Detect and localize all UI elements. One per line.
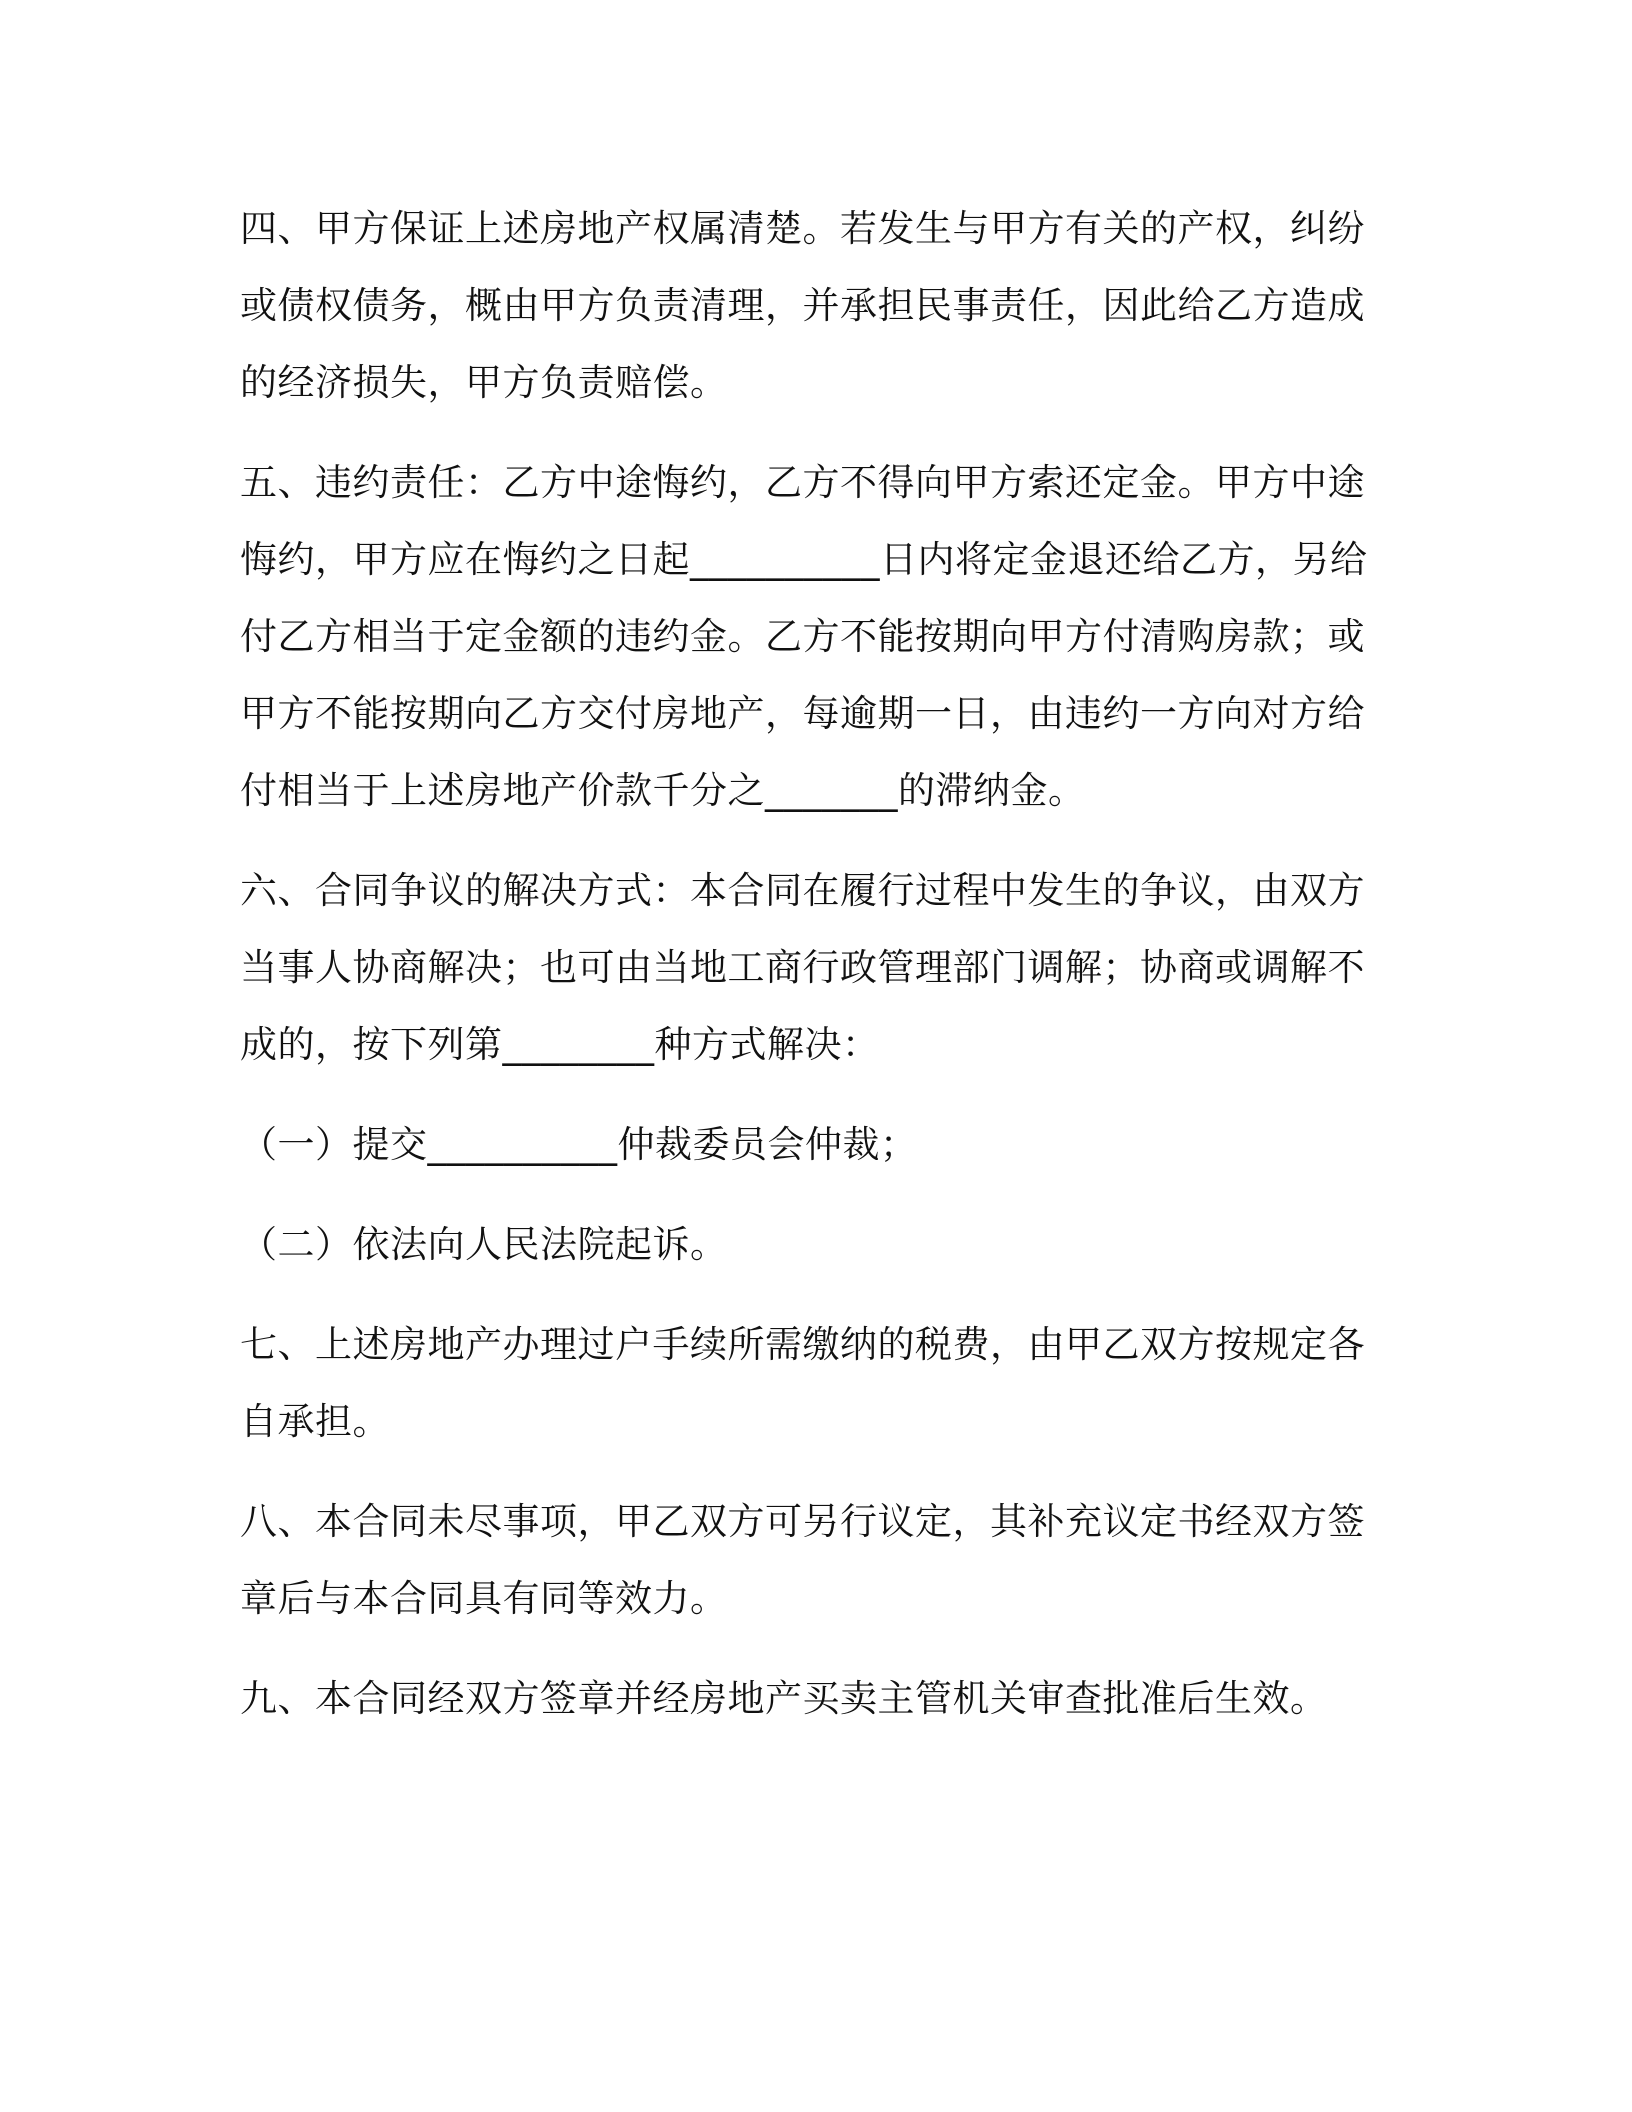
text-line: 五、违约责任：乙方中途悔约，乙方不得向甲方索还定金。甲方中途 [240,461,1365,504]
text-line: 甲方不能按期向乙方交付房地产，每逾期一日，由违约一方向对方给 [240,692,1365,735]
clause-9 [240,1660,1400,1737]
text-line: 九、本合同经双方签章并经房地产买卖主管机关审查批准后生效。 [240,1677,1328,1720]
text-line: 的经济损失，甲方负责赔偿。 [240,361,728,404]
text-line: 四、甲方保证上述房地产权属清楚。若发生与甲方有关的产权，纠纷 [240,207,1365,250]
text-line: 成的，按下列第________种方式解决： [240,1023,880,1066]
text-line: 当事人协商解决；也可由当地工商行政管理部门调解；协商或调解不 [240,946,1365,989]
text-line: 付相当于上述房地产价款千分之_______的滞纳金。 [240,769,1086,812]
text-line: 八、本合同未尽事项，甲乙双方可另行议定，其补充议定书经双方签 [240,1500,1365,1543]
text-line: 章后与本合同具有同等效力。 [240,1577,728,1620]
clause-6 [240,852,1400,1083]
text-line: 七、上述房地产办理过户手续所需缴纳的税费，由甲乙双方按规定各 [240,1323,1365,1366]
document-body [240,190,1400,1760]
clause-6-option-1 [240,1106,1400,1183]
text-line: 六、合同争议的解决方式：本合同在履行过程中发生的争议，由双方 [240,869,1365,912]
clause-8 [240,1483,1400,1637]
clause-7 [240,1306,1400,1460]
clause-6-option-2 [240,1206,1400,1283]
text-line: （一）提交__________仲裁委员会仲裁； [240,1123,918,1166]
text-line: 自承担。 [240,1400,390,1443]
text-line: 付乙方相当于定金额的违约金。乙方不能按期向甲方付清购房款；或 [240,615,1365,658]
clause-4 [240,190,1400,421]
text-line: 或债权债务，概由甲方负责清理，并承担民事责任，因此给乙方造成 [240,284,1365,327]
clause-5 [240,444,1400,829]
text-line: 悔约，甲方应在悔约之日起__________日内将定金退还给乙方，另给 [240,538,1368,581]
text-line: （二）依法向人民法院起诉。 [240,1223,728,1266]
